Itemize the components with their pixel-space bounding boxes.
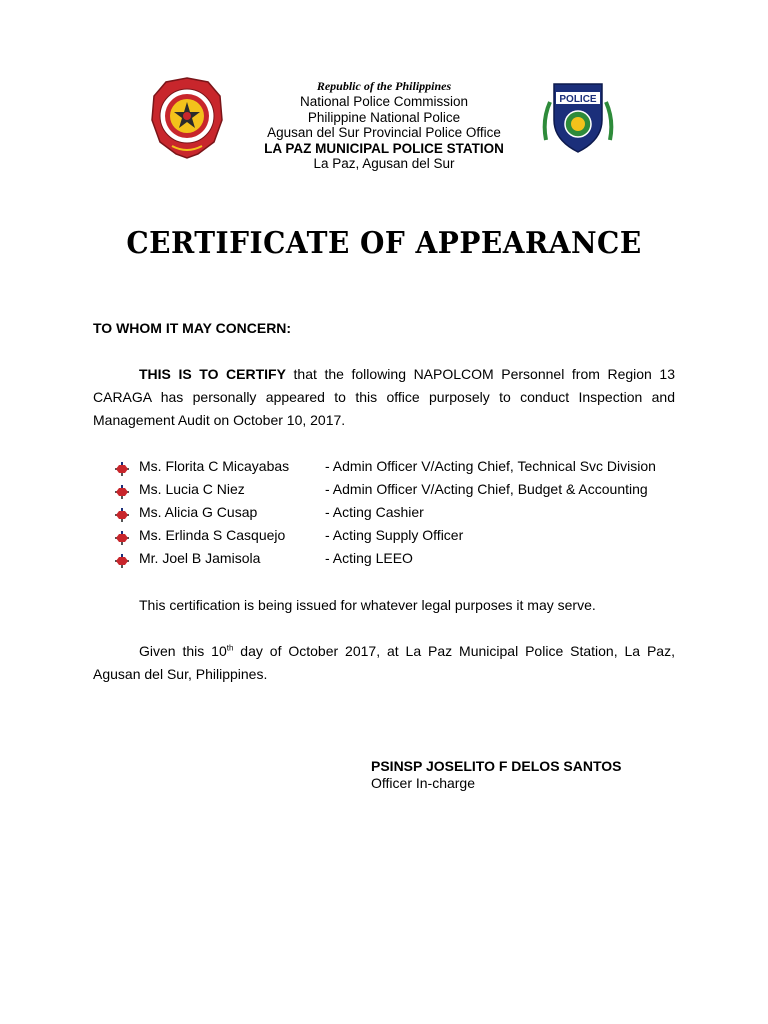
personnel-name: Mr. Joel B Jamisola <box>139 550 261 566</box>
given-after: day of October 2017, at La Paz Municipal Police Station, La Paz, Agusan del Sur, Philippines. <box>93 643 675 682</box>
letterhead <box>200 78 568 172</box>
salutation: TO WHOM IT MAY CONCERN: <box>93 320 292 336</box>
republic-line: Republic of the Philippines <box>316 79 452 93</box>
personnel-role: - Acting Supply Officer <box>325 527 464 543</box>
certify-lead: THIS IS TO CERTIFY <box>139 366 286 382</box>
purpose-text: This certification is being issued for whatever legal purposes it may serve. <box>139 597 596 613</box>
given-before: Given this 10 <box>139 643 227 659</box>
pnp-line: Philippine National Police <box>307 109 461 125</box>
personnel-name: Ms. Lucia C Niez <box>139 481 245 497</box>
given-sup: th <box>226 643 234 653</box>
personnel-role: - Acting LEEO <box>325 550 413 566</box>
certify-text: that the following NAPOLCOM Personnel from Region 13 CARAGA has personally appeared to this office purposely to conduct Inspection and Management Audit on October 10, 2017. <box>93 366 675 428</box>
list-item <box>115 547 695 570</box>
police-shield-text: POLICE <box>559 94 597 105</box>
personnel-list <box>115 455 695 570</box>
certificate-title: CERTIFICATE OF APPEARANCE <box>126 224 642 261</box>
certify-paragraph <box>93 363 675 432</box>
bullet-icon <box>115 460 129 474</box>
bullet-icon <box>115 529 129 543</box>
personnel-name: Ms. Alicia G Cusap <box>139 504 258 520</box>
location-line: La Paz, Agusan del Sur <box>313 156 455 171</box>
list-item <box>115 501 695 524</box>
list-item <box>115 478 695 501</box>
signatory-name: PSINSP JOSELITO F DELOS SANTOS <box>371 758 622 774</box>
napolcom-line: National Police Commission <box>299 94 469 109</box>
personnel-role: - Acting Cashier <box>325 504 424 520</box>
given-paragraph <box>93 640 675 686</box>
provincial-office-line: Agusan del Sur Provincial Police Office <box>267 125 501 140</box>
personnel-name: Ms. Erlinda S Casquejo <box>139 527 286 543</box>
personnel-name: Ms. Florita C Micayabas <box>139 458 290 474</box>
bullet-icon <box>115 483 129 497</box>
personnel-role: - Admin Officer V/Acting Chief, Budget & Accounting <box>325 481 648 497</box>
list-item <box>115 455 695 478</box>
purpose-paragraph <box>93 594 675 617</box>
bullet-icon <box>115 552 129 566</box>
personnel-role: - Admin Officer V/Acting Chief, Technical Svc Division <box>325 458 656 474</box>
signatory-title: Officer In-charge <box>371 775 476 791</box>
list-item <box>115 524 695 547</box>
station-line: LA PAZ MUNICIPAL POLICE STATION <box>264 140 504 156</box>
signature-block <box>371 758 622 792</box>
bullet-icon <box>115 506 129 520</box>
